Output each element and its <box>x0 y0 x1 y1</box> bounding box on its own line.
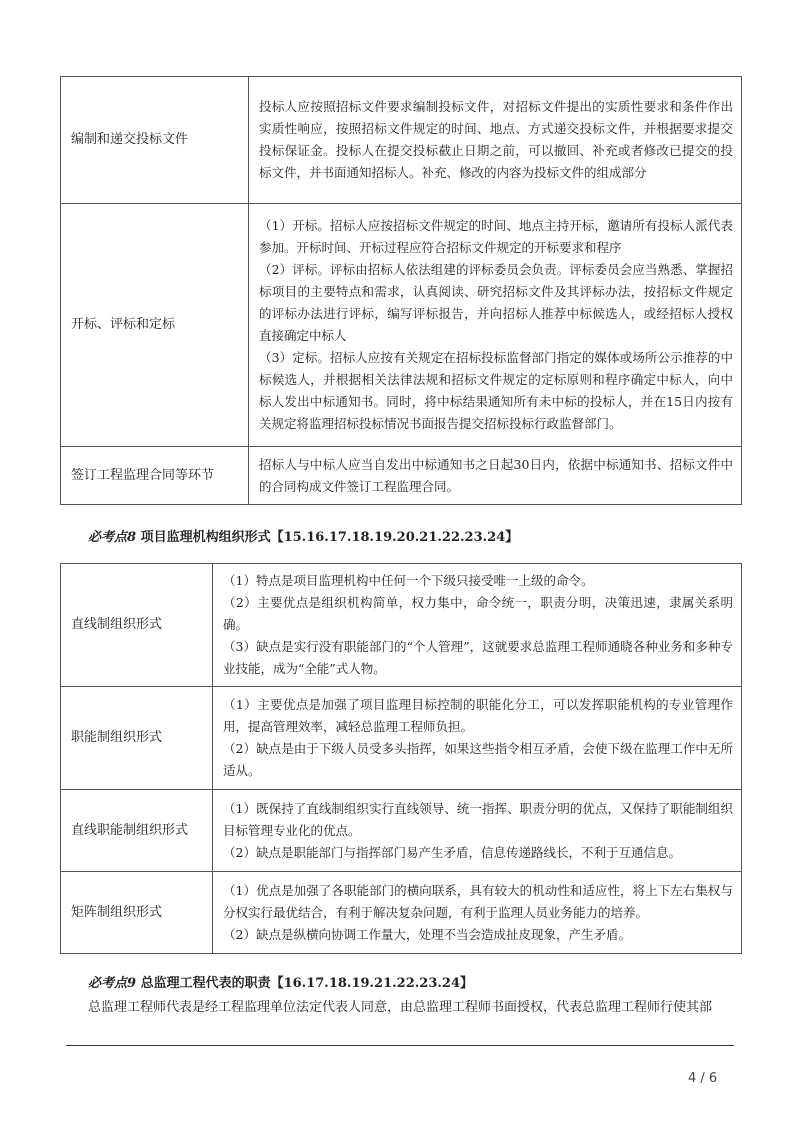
content-paragraph: （3）缺点是实行没有职能部门的“个人管理”，这就要求总监理工程师通晓各种业务和多种专业技能，成为“全能”式人物。 <box>223 639 733 676</box>
row-content <box>213 564 742 687</box>
section-years: 【16.17.18.19.21.22.23.24】 <box>270 976 474 991</box>
section-years: 【15.16.17.18.19.20.21.22.23.24】 <box>270 530 519 545</box>
organization-forms-table <box>60 563 742 954</box>
table-row <box>61 447 742 505</box>
content-paragraph: （1）主要优点是加强了项目监理目标控制的职能化分工，可以发挥职能机构的专业管理作用，提高管理效率，减轻总监理工程师负担。 <box>223 697 733 734</box>
row-label: 职能制组织形式 <box>61 687 213 790</box>
section-9-heading <box>88 972 473 991</box>
table-row <box>61 77 742 204</box>
table-row <box>61 204 742 447</box>
section-title: 总监理工程代表的职责 <box>140 976 271 991</box>
row-label: 矩阵制组织形式 <box>61 872 213 954</box>
page-number: 4 / 6 <box>688 1071 718 1086</box>
row-content: 投标人应按照招标文件要求编制投标文件，对招标文件提出的实质性要求和条件作出实质性响应，按照招标文件规定的时间、地点、方式递交投标文件，并根据要求提交投标保证金。投标人在提交投标截止日期之前，可以撤回、补充或者修改已提交的投标文件，并书面通知招标人。补充、修改的内容为投标文件的组成部分 <box>249 77 742 204</box>
row-label: 编制和递交投标文件 <box>61 77 249 204</box>
table-row <box>61 564 742 687</box>
content-paragraph: （1）优点是加强了各职能部门的横向联系，具有较大的机动性和适应性，将上下左右集权与分权实行最优结合，有利于解决复杂问题，有利于监理人员业务能力的培养。 <box>223 882 733 920</box>
section-prefix: 必考点8 <box>88 530 137 545</box>
table-row <box>61 790 742 872</box>
table-row <box>61 872 742 954</box>
section-9-paragraph: 总监理工程师代表是经工程监理单位法定代表人同意，由总监理工程师书面授权，代表总监理工程师行使其部 <box>88 1000 713 1015</box>
content-paragraph: （1）特点是项目监理机构中任何一个下级只接受唯一上级的命令。 <box>223 573 594 588</box>
row-content <box>213 687 742 790</box>
section-8-heading <box>88 526 518 545</box>
content-paragraph: （2）主要优点是组织机构简单，权力集中，命令统一，职责分明，决策迅速，隶属关系明确。 <box>223 595 733 632</box>
section-title: 项目监理机构组织形式 <box>140 530 271 545</box>
row-label: 直线职能制组织形式 <box>61 790 213 872</box>
table-row <box>61 687 742 790</box>
content-paragraph: （2）缺点是职能部门与指挥部门易产生矛盾，信息传递路线长，不利于互通信息。 <box>223 844 681 860</box>
content-paragraph: （3）定标。招标人应按有关规定在招标投标监督部门指定的媒体或场所公示推荐的中标候选人，并根据相关法律法规和招标文件规定的定标原则和程序确定中标人，向中标人发出中标通知书。同时，将中标结果通知所有未中标的投标人，并在15日内按有关规定将监理招标投标情况书面报告提交招标投标行政监督部门。 <box>259 350 733 431</box>
row-content <box>249 204 742 447</box>
row-content: 招标人与中标人应当自发出中标通知书之日起30日内，依据中标通知书、招标文件中的合同构成文件签订工程监理合同。 <box>249 447 742 505</box>
section-prefix: 必考点9 <box>88 976 137 991</box>
row-label: 签订工程监理合同等环节 <box>61 447 249 505</box>
content-paragraph: （1）既保持了直线制组织实行直线领导、统一指挥、职责分明的优点，又保持了职能制组织目标管理专业化的优点。 <box>223 800 733 838</box>
bidding-steps-table <box>60 76 742 505</box>
content-paragraph: （2）缺点是纵横向协调工作量大，处理不当会造成扯皮现象，产生矛盾。 <box>223 926 631 942</box>
footer-divider <box>66 1045 734 1046</box>
row-content <box>213 872 742 954</box>
content-paragraph: （1）开标。招标人应按招标文件规定的时间、地点主持开标，邀请所有投标人派代表参加。开标时间、开标过程应符合招标文件规定的开标要求和程序 <box>259 218 733 255</box>
row-label: 直线制组织形式 <box>61 564 213 687</box>
content-paragraph: （2）评标。评标由招标人依法组建的评标委员会负责。评标委员会应当熟悉、掌握招标项目的主要特点和需求，认真阅读、研究招标文件及其评标办法，按招标文件规定的评标办法进行评标，编写评标报告，并向招标人推荐中标候选人，或经招标人授权直接确定中标人 <box>259 262 733 343</box>
row-content <box>213 790 742 872</box>
content-paragraph: （2）缺点是由于下级人员受多头指挥，如果这些指令相互矛盾，会使下级在监理工作中无所适从。 <box>223 741 733 778</box>
row-label: 开标、评标和定标 <box>61 204 249 447</box>
